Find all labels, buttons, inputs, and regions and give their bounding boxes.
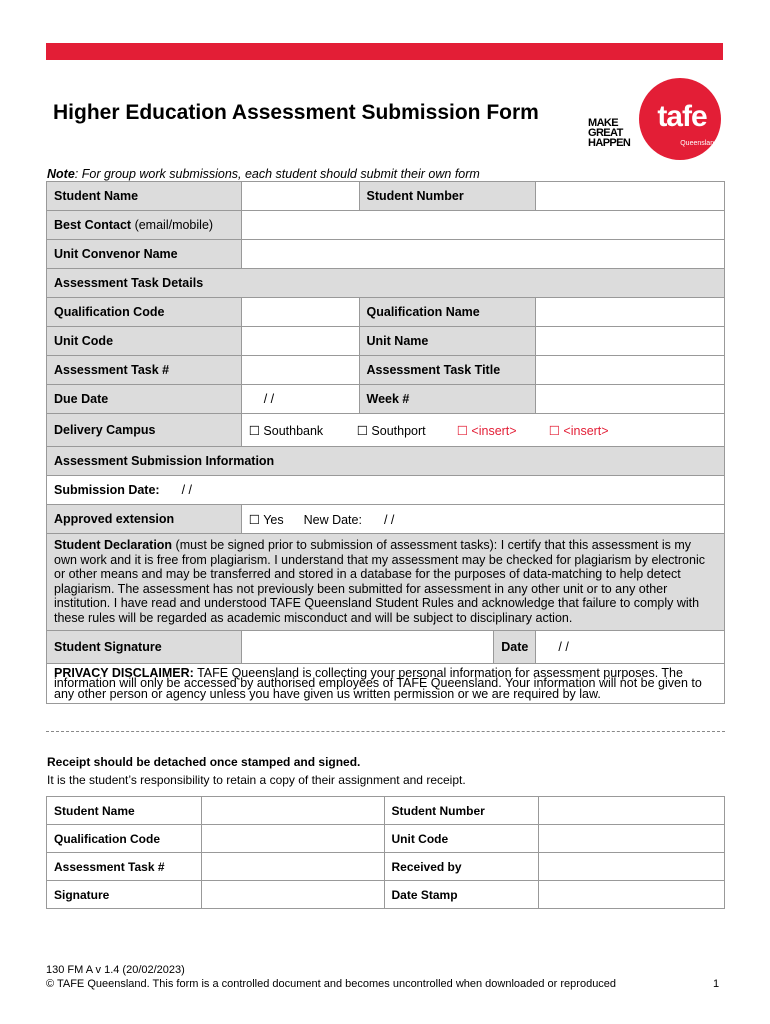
- receipt-student-name-field[interactable]: [201, 797, 384, 825]
- student-number-field[interactable]: [536, 182, 725, 211]
- task-number-label: Assessment Task #: [47, 356, 242, 385]
- receipt-student-name-label: Student Name: [47, 797, 202, 825]
- campus-insert-2-checkbox[interactable]: ☐ <insert>: [548, 423, 609, 438]
- student-declaration: Student Declaration (must be signed prior to submission of assessment tasks): I certify that this assessment is my own work and it is free from plagiarism. I understand that my assessment may be checked for plagiarism by electronic or other means and may be transferred and stored in a database for the purposes of data-matching to help detect plagiarism. The assessment has not previously been submitted for assessment in any other unit or to any other institution. I have read and understood TAFE Queensland Student Rules and acknowledge that failure to comply with these rules will be regarded as academic misconduct and will be subject to disciplinary action.: [47, 534, 725, 631]
- campus-southbank-checkbox[interactable]: ☐ Southbank: [248, 423, 324, 438]
- unit-name-label: Unit Name: [359, 327, 536, 356]
- task-number-field[interactable]: [241, 356, 359, 385]
- best-contact-field[interactable]: [241, 211, 724, 240]
- new-date-label: New Date:: [303, 512, 362, 527]
- receipt-responsibility: It is the student’s responsibility to retain a copy of their assignment and receipt.: [47, 773, 466, 787]
- student-signature-label: Student Signature: [47, 630, 242, 663]
- approved-extension-row: [241, 505, 724, 534]
- submission-date-label: Submission Date:: [54, 483, 160, 497]
- logo-brand: tafe: [657, 100, 707, 133]
- unit-code-field[interactable]: [241, 327, 359, 356]
- week-label: Week #: [359, 385, 536, 414]
- page-title: Higher Education Assessment Submission Form: [53, 101, 539, 124]
- receipt-table: [46, 796, 725, 909]
- campus-southport-checkbox[interactable]: ☐ Southport: [356, 423, 426, 438]
- qualification-name-label: Qualification Name: [359, 298, 536, 327]
- delivery-campus-label: Delivery Campus: [47, 414, 242, 447]
- copyright-notice: © TAFE Queensland. This form is a controlled document and becomes uncontrolled when downloaded or reproduced: [46, 978, 617, 990]
- page-number: 1: [713, 978, 720, 990]
- date-label: Date: [494, 630, 536, 663]
- student-name-field[interactable]: [241, 182, 359, 211]
- unit-convenor-field[interactable]: [241, 240, 724, 269]
- approved-extension-label: Approved extension: [47, 505, 242, 534]
- new-date-field[interactable]: / /: [383, 512, 395, 527]
- student-name-label: Student Name: [47, 182, 242, 211]
- receipt-signature-field[interactable]: [201, 881, 384, 909]
- receipt-qualification-code-field[interactable]: [201, 825, 384, 853]
- week-field[interactable]: [536, 385, 725, 414]
- receipt-date-stamp-field[interactable]: [539, 881, 725, 909]
- submission-info-heading: Assessment Submission Information: [47, 447, 725, 476]
- detach-line: [46, 731, 725, 732]
- receipt-signature-label: Signature: [47, 881, 202, 909]
- tafe-logo: [586, 78, 726, 160]
- submission-date-field[interactable]: / /: [181, 483, 192, 497]
- task-details-heading: Assessment Task Details: [47, 269, 725, 298]
- receipt-student-number-label: Student Number: [384, 797, 539, 825]
- logo-slogan: MAKE GREAT HAPPEN: [588, 117, 631, 149]
- receipt-date-stamp-label: Date Stamp: [384, 881, 539, 909]
- qualification-name-field[interactable]: [536, 298, 725, 327]
- task-title-label: Assessment Task Title: [359, 356, 536, 385]
- unit-name-field[interactable]: [536, 327, 725, 356]
- qualification-code-label: Qualification Code: [47, 298, 242, 327]
- receipt-unit-code-label: Unit Code: [384, 825, 539, 853]
- best-contact-label: Best Contact (email/mobile): [47, 211, 242, 240]
- due-date-label: Due Date: [47, 385, 242, 414]
- qualification-code-field[interactable]: [241, 298, 359, 327]
- unit-code-label: Unit Code: [47, 327, 242, 356]
- campus-options: [241, 414, 724, 447]
- campus-insert-1-checkbox[interactable]: ☐ <insert>: [456, 423, 517, 438]
- receipt-task-number-label: Assessment Task #: [47, 853, 202, 881]
- due-date-field[interactable]: / /: [241, 385, 359, 414]
- receipt-qualification-code-label: Qualification Code: [47, 825, 202, 853]
- note: Note: For group work submissions, each student should submit their own form: [47, 167, 480, 181]
- signature-date-field[interactable]: / /: [536, 630, 725, 663]
- receipt-received-by-field[interactable]: [539, 853, 725, 881]
- receipt-instruction: Receipt should be detached once stamped and signed.: [47, 755, 361, 769]
- extension-yes-checkbox[interactable]: ☐ Yes: [248, 512, 284, 527]
- logo-sub: Queensland: [680, 140, 718, 147]
- task-title-field[interactable]: [536, 356, 725, 385]
- receipt-received-by-label: Received by: [384, 853, 539, 881]
- unit-convenor-label: Unit Convenor Name: [47, 240, 242, 269]
- receipt-task-number-field[interactable]: [201, 853, 384, 881]
- privacy-disclaimer: PRIVACY DISCLAIMER: TAFE Queensland is collecting your personal information for assessment purposes. The information will only be accessed by authorised employees of TAFE Queensland. Your information will not be given to any other person or agency unless you have given us written permission or we are required by law.: [47, 663, 725, 704]
- student-number-label: Student Number: [359, 182, 536, 211]
- receipt-unit-code-field[interactable]: [539, 825, 725, 853]
- header-bar: [46, 43, 723, 60]
- submission-date-row: [47, 476, 725, 505]
- student-signature-field[interactable]: [241, 630, 494, 663]
- submission-form-table: [46, 181, 725, 704]
- receipt-student-number-field[interactable]: [539, 797, 725, 825]
- form-code: 130 FM A v 1.4 (20/02/2023): [46, 964, 185, 976]
